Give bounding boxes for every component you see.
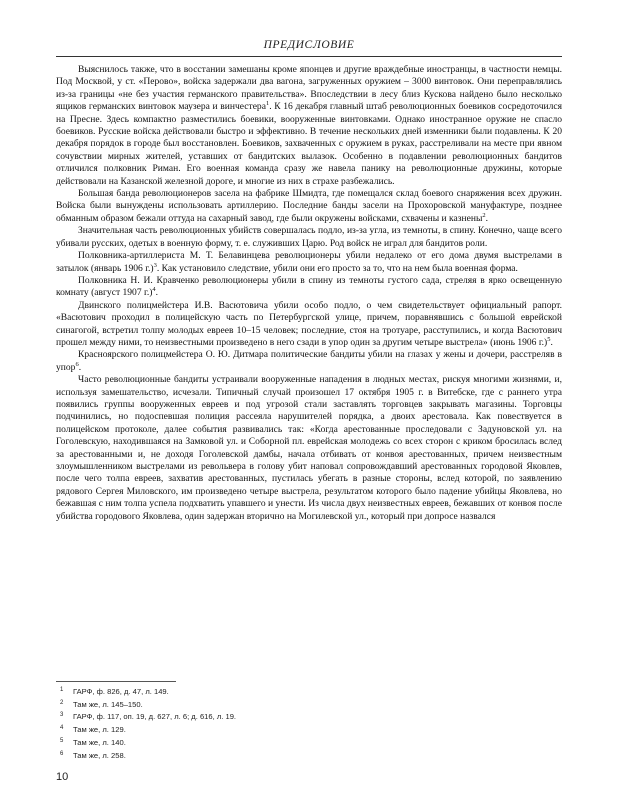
paragraph: Выяснилось также, что в восстании замешаны кроме японцев и другие враждебные иностранцы, в частности немцы. Под Москвой, у ст. «Перово», войска задержали два вагона, загруженных оружием – 3000 винтовок. Они переправлялись из-за границы «не без участия германского правительства». Впоследствии в лесу близ Кускова найдено было несколько ящиков германских винтовок маузера и винчестера$^1$. К 16 декабря главный штаб революционных боевиков сосредоточился на Пресне. Здесь компактно разместились боевики, вооруженные винтовками. Однако иностранное оружие не спасло боевиков. Русские войска действовали быстро и эффективно. В течение нескольких дней изменники были подавлены. К 20 декабря порядок в городе был восстановлен. Боевиков, захваченных с оружием в руках, расстреливали на месте при явном сочувствии мирных жителей, уставших от бандитских вылазок. Особенно в подавлении революционных бандитов отличился полковник Риман. Его военная команда сразу же навела панику на революционные дружины, которые действовали на Казанской железной дороге, и многие из них в страхе разбежались.	[56, 64, 563, 187]
footnote-ref: 4	[152, 286, 156, 294]
paragraph: Часто революционные бандиты устраивали вооруженные нападения в людных местах, рискуя многими жизнями, и, используя замешательство, исчезали. Типичный случай произошел 17 октября 1905 г. в Витебске, где с раннего утра появились группы вооруженных евреев и под угрозой стали заставлять торговцев закрывать магазины. Торговцы подчинились, но подоспевшая полиция рассеяла нарушителей порядка, а двоих арестовала. Как повествуется в полицейском протоколе, далее события развивались так: «Когда арестованные проследовали с Задуновской ул. на Гоголевскую, находившаяся на Замковой ул. и Соборной пл. еврейская молодежь со всех сторон с криком бросилась вслед за арестованными и, не доходя Гоголевской дамбы, начала отбивать от конвоя арестованных, причем неизвестным злоумышленником выстрелами из револьвера в голову убит наповал сопровождавший арестованных городовой Яковлев, после чего толпа евреев, захватив арестованных, пустилась убегать в разные стороны, вслед которой, по заявлению рядового Сергея Миловского, им произведено четыре выстрела, результатом которого было падение убийцы Яковлева, но бежавшая с ним толпа успела подхватить упавшего и унести. Из числа двух неизвестных евреев, бежавших от конвоя после убийства городового Яковлева, один задержан вторично на Могилевской ул., который при допросе назвался	[56, 374, 562, 522]
paragraph: Большая банда революционеров засела на фабрике Шмидта, где помещался склад боевого снаряжения всех дружин. Войска были вынуждены использовать артиллерию. Последние банды засели на Прохоровской мануфактуре, позднее обманным образом бежали оттуда на сахарный завод, где были окружены войсками, схвачены и казнены$^2$.	[56, 188, 562, 224]
paragraph: Значительная часть революционных убийств совершалась подло, из-за угла, из темноты, в спину. Конечно, чаще всего убивали русских, одетых в военную форму, т. е. служивших Царю. Род войск не играл для бандитов роли.	[56, 225, 562, 249]
header-rule	[56, 56, 562, 57]
footnote-rule	[56, 681, 176, 682]
footnote: 2 Там же, л. 145–150.	[60, 699, 143, 709]
footnote: 4 Там же, л. 129.	[60, 725, 126, 735]
running-head: ПРЕДИСЛОВИЕ	[263, 39, 355, 51]
footnote-ref: 1	[265, 100, 270, 108]
footnotes	[56, 686, 562, 762]
paragraph: Полковника Н. И. Кравченко революционеры убили в спину из темноты густого сада, стреляя в ярко освещенную комнату (август 1907 г.)$^4$.	[56, 274, 562, 299]
page-number: 10	[56, 771, 69, 783]
footnote-ref: 3	[153, 261, 157, 269]
footnote: 1 ГАРФ, ф. 826, д. 47, л. 149.	[60, 687, 169, 696]
footnote: 6 Там же, л. 258.	[60, 750, 126, 760]
paragraph: Двинского полицмейстера И.В. Васютовича убили особо подло, о чем свидетельствует официальный рапорт. «Васютович проходил в полицейскую часть по Петербургской улице, причем, поравнявшись с большой еврейской синагогой, встретил толпу молодых евреев 10–15 человек; последние, стоя на тротуаре, расступились, и когда Васютович прошел между ними, то неизвестными произведено в него сзади в упор один за другим четыре выстрела» (июнь 1906 г.)$^5$.	[56, 299, 562, 348]
footnote-ref: 6	[75, 360, 79, 368]
footnote: 5 Там же, л. 140.	[60, 737, 126, 747]
paragraph: Красноярского полицмейстера О. Ю. Дитмара политические бандиты убили на глазах у жены и дочери, расстреляв в упор$^6$.	[56, 349, 562, 373]
footnote: 3 ГАРФ, ф. 117, оп. 19, д. 627, л. 6; д. 616, л. 19.	[60, 712, 237, 722]
footnote-ref: 2	[482, 211, 486, 219]
footnote-ref: 5	[547, 335, 551, 343]
main-text	[56, 64, 562, 523]
paragraph: Полковника-артиллериста М. Т. Белавинцева революционеры убили недалеко от его дома двумя выстрелами в затылок (январь 1906 г.)$^3$. Как установило следствие, убили они его просто за то, что на нем была военная форма.	[56, 250, 562, 274]
